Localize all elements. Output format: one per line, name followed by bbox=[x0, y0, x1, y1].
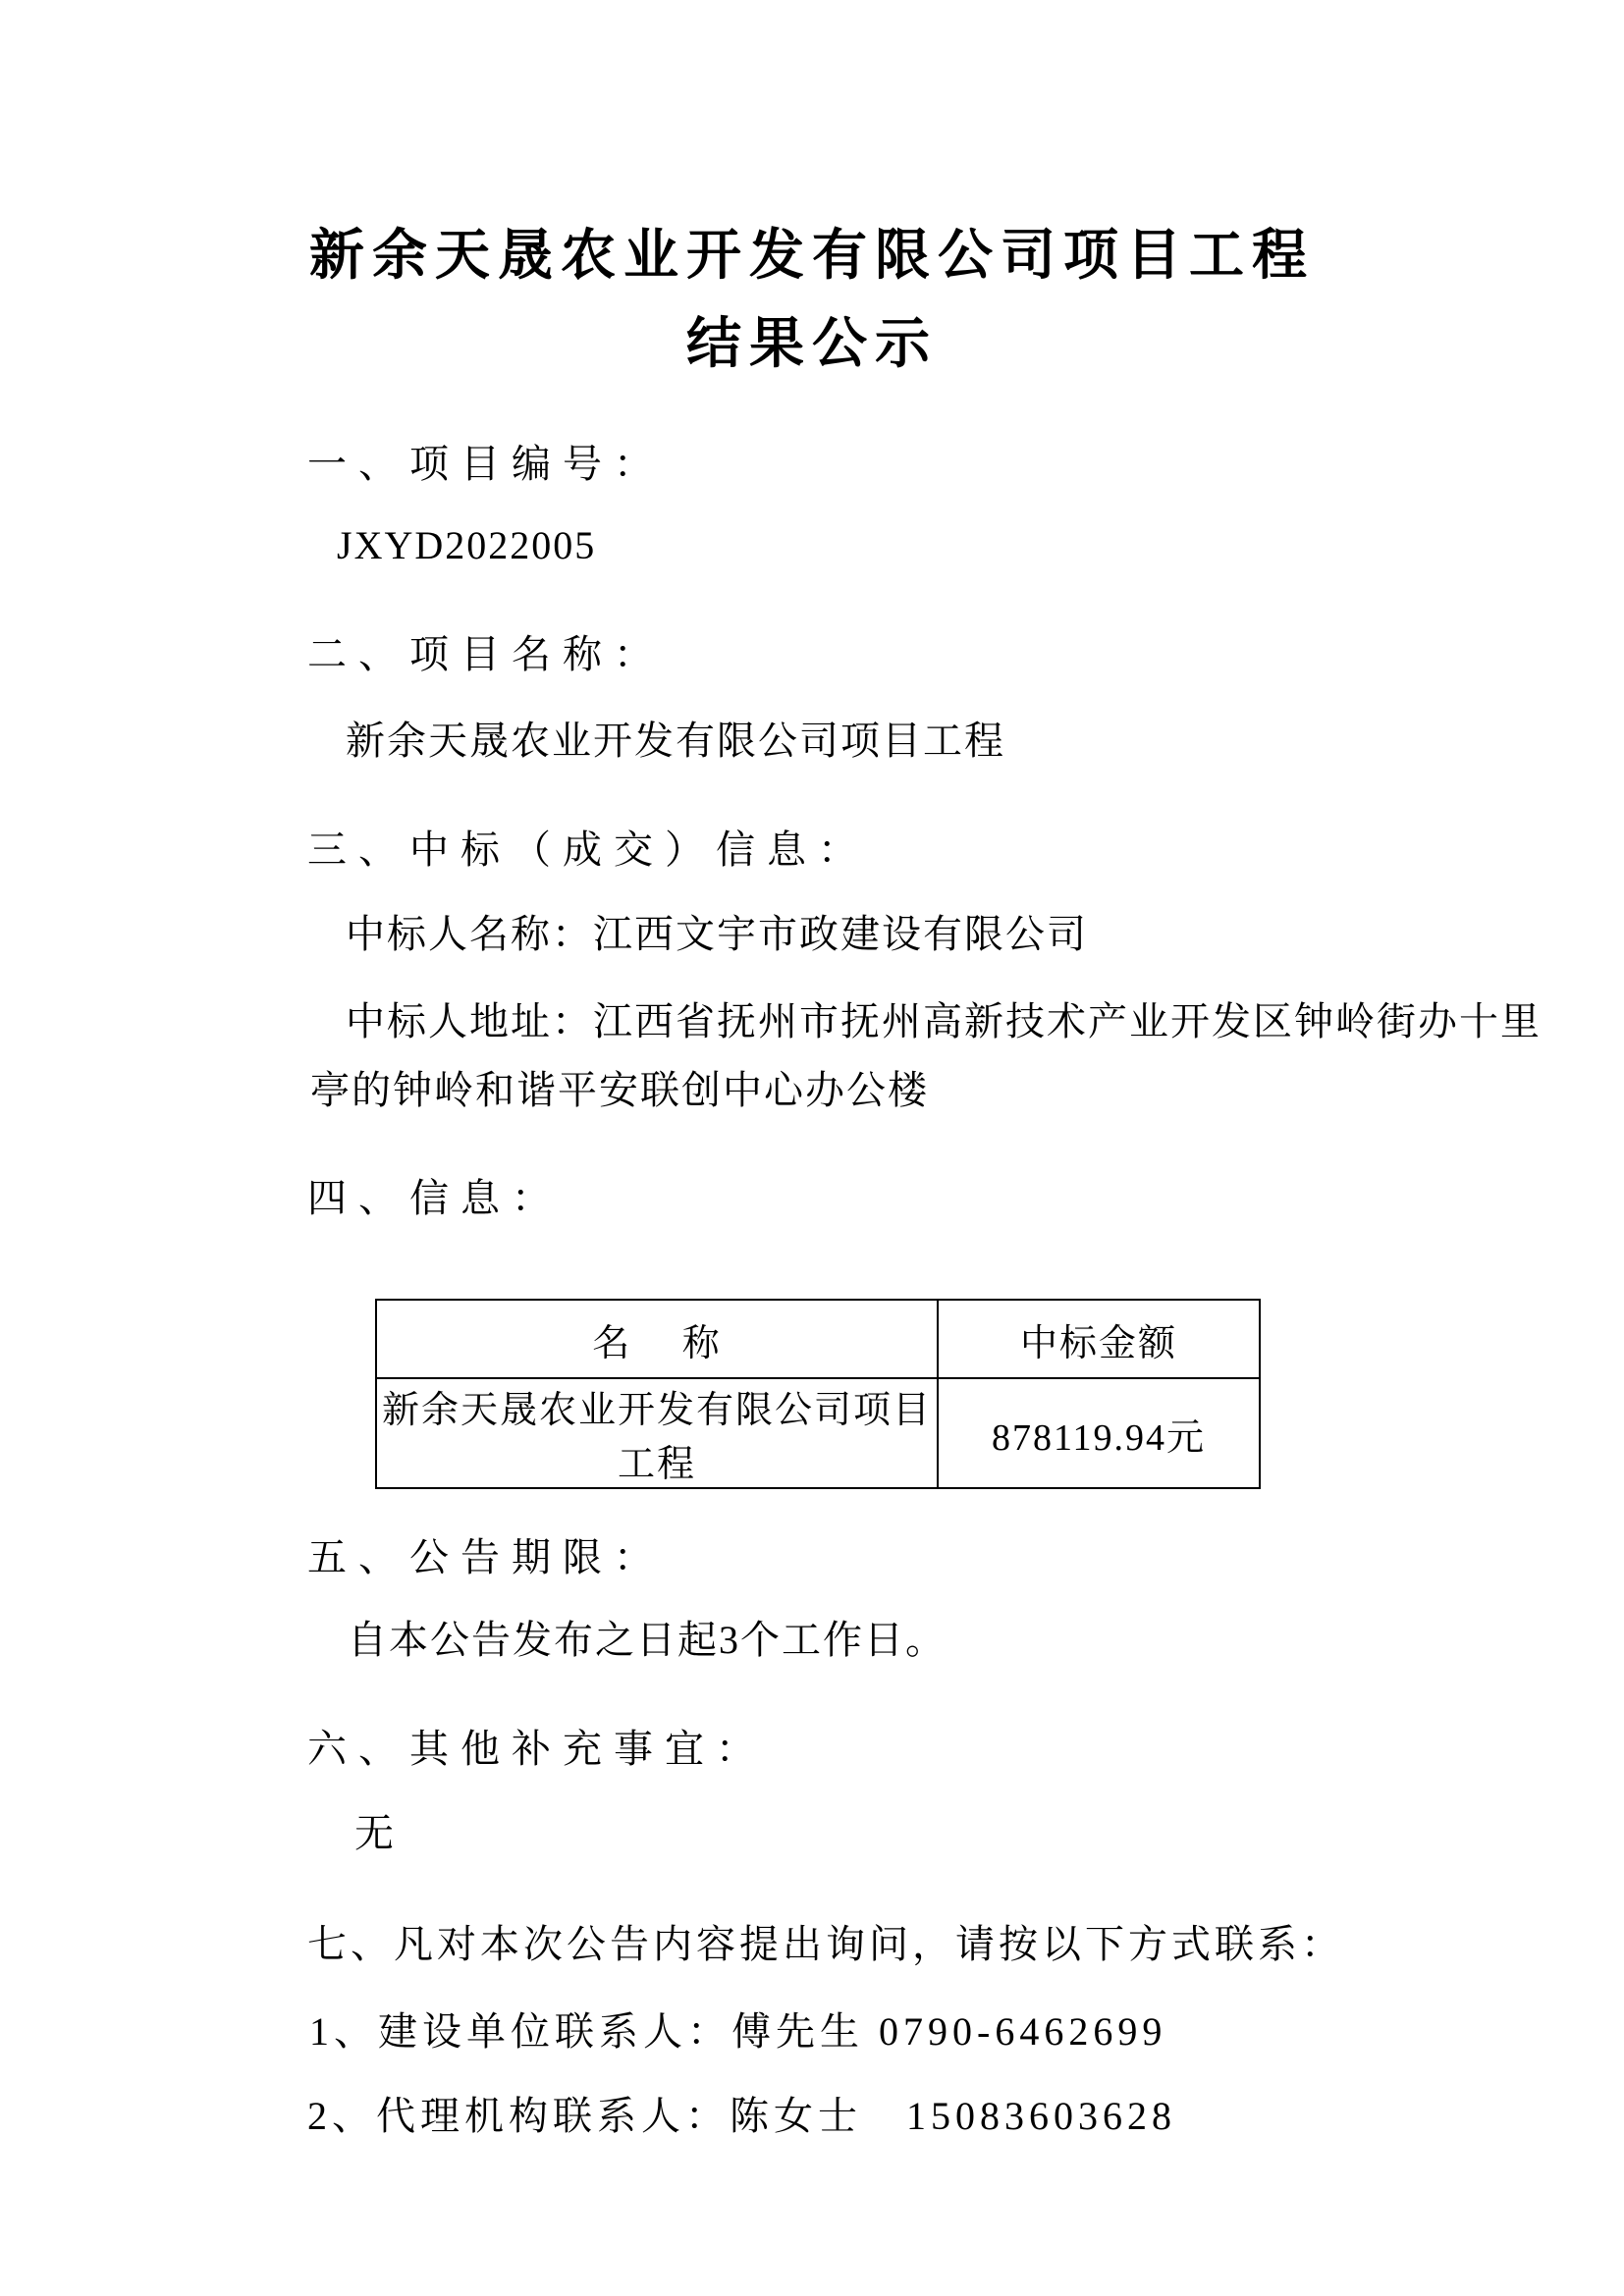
project-name: 新余天晟农业开发有限公司项目工程 bbox=[346, 719, 1005, 763]
section-1-heading: 一、项目编号： bbox=[307, 442, 665, 486]
section-5-heading: 五、公告期限： bbox=[307, 1535, 665, 1579]
announcement-period: 自本公告发布之日起3个工作日。 bbox=[348, 1618, 947, 1662]
contact-agency: 2、代理机构联系人：陈女士 15083603628 bbox=[307, 2094, 1176, 2138]
document-title-line-1: 新余天晟农业开发有限公司项目工程 bbox=[309, 226, 1315, 287]
contact-builder: 1、建设单位联系人：傅先生 0790-6462699 bbox=[309, 2009, 1167, 2054]
winner-address-line-1: 中标人地址：江西省抚州市抚州高新技术产业开发区钟岭街办十里 bbox=[346, 999, 1542, 1043]
award-table-header-name: 名 称 bbox=[376, 1300, 938, 1378]
award-table bbox=[375, 1299, 1261, 1489]
award-table-cell-amount: 878119.94元 bbox=[938, 1378, 1260, 1488]
winner-address-line-2: 亭的钟岭和谐平安联创中心办公楼 bbox=[310, 1068, 929, 1112]
document-title-line-2: 结果公示 bbox=[686, 314, 938, 375]
project-number: JXYD2022005 bbox=[337, 523, 597, 567]
award-table-header-row bbox=[376, 1300, 1260, 1378]
section-6-heading: 六、其他补充事宜： bbox=[307, 1727, 767, 1771]
section-4-heading: 四、信息： bbox=[307, 1176, 563, 1220]
section-3-heading: 三、中标（成交）信息： bbox=[307, 828, 869, 872]
winner-name: 中标人名称：江西文宇市政建设有限公司 bbox=[346, 912, 1088, 956]
award-table-data-row bbox=[376, 1378, 1260, 1488]
award-table-cell-project-name: 新余天晟农业开发有限公司项目工程 bbox=[376, 1378, 938, 1488]
section-7-heading: 七、凡对本次公告内容提出询问，请按以下方式联系： bbox=[307, 1922, 1344, 1966]
award-table-header-amount: 中标金额 bbox=[938, 1300, 1260, 1378]
section-2-heading: 二、项目名称： bbox=[307, 632, 665, 676]
supplementary-note: 无 bbox=[354, 1811, 396, 1855]
